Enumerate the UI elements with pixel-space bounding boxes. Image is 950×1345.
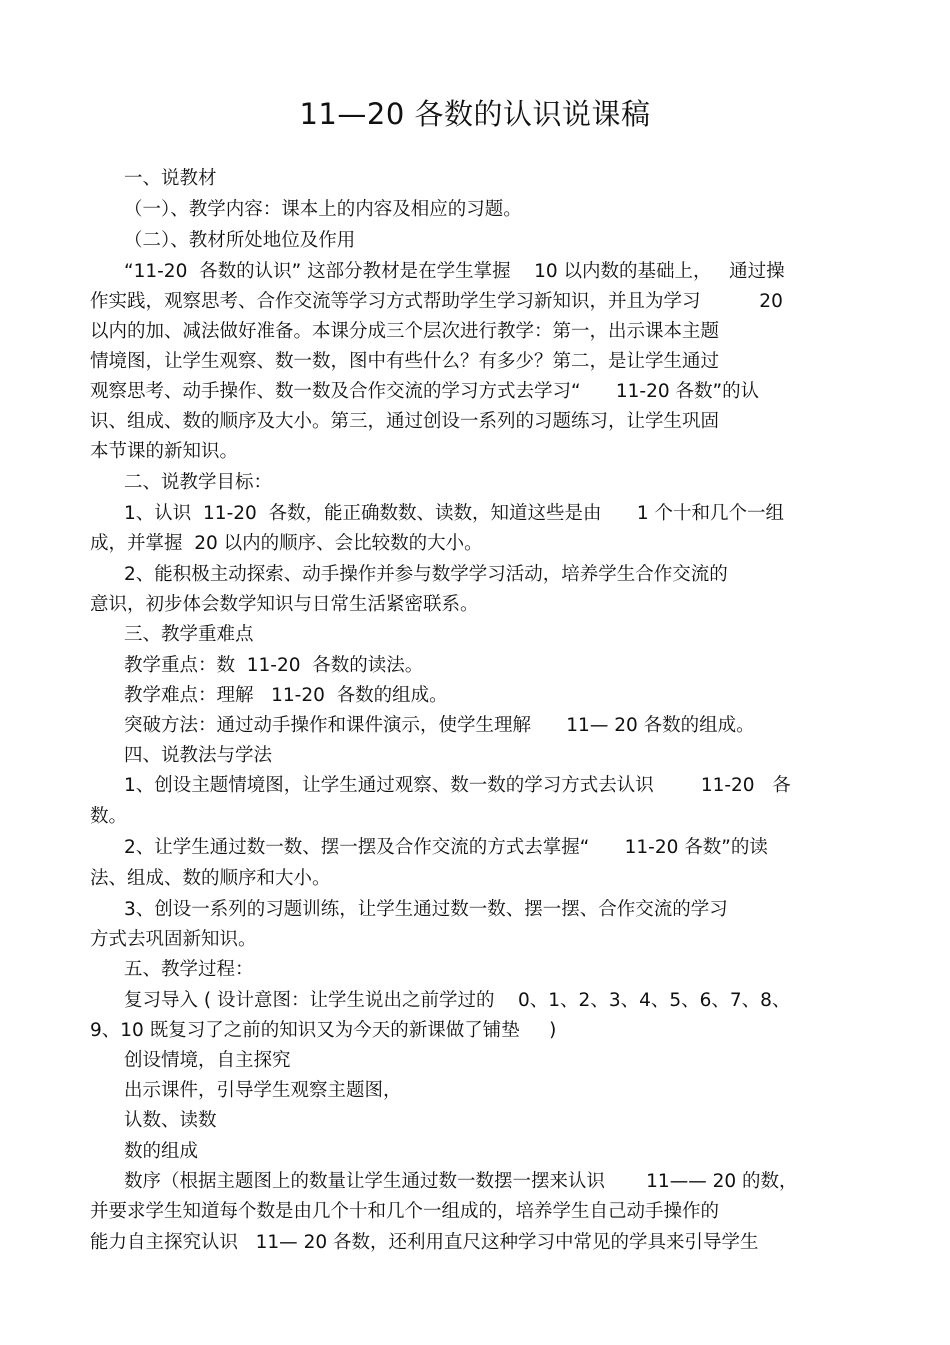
paragraph-line: 创设情境，自主探究 [124, 1050, 291, 1071]
paragraph-line: 3、创设一系列的习题训练，让学生通过数一数、摆一摆、合作交流的学习 [124, 899, 728, 920]
paragraph-line: 数序（根据主题图上的数量让学生通过数一数摆一摆来认识 11—— 20 的数， [124, 1171, 798, 1192]
paragraph-line: 能力自主探究认识 11— 20 各数，还利用直尺这种学习中常见的学具来引导学生 [90, 1232, 759, 1253]
paragraph-line: 教学重点：数 11-20 各数的读法。 [124, 655, 424, 676]
paragraph-line: 情境图，让学生观察、数一数，图中有些什么？有多少？第二，是让学生通过 [90, 351, 720, 372]
paragraph-line: 作实践，观察思考、合作交流等学习方式帮助学生学习新知识，并且为学习 20 [90, 291, 783, 312]
paragraph-line: 1、创设主题情境图，让学生通过观察、数一数的学习方式去认识 11-20 各 [124, 775, 791, 796]
section-heading-2: 二、说教学目标： [124, 472, 273, 493]
paragraph-line: （一）、教学内容：课本上的内容及相应的习题。 [124, 199, 522, 220]
paragraph-line: 方式去巩固新知识。 [90, 929, 257, 950]
paragraph-line: 2、能积极主动探索、动手操作并参与数学学习活动，培养学生合作交流的 [124, 564, 728, 585]
paragraph-line: 意识，初步体会数学知识与日常生活紧密联系。 [90, 594, 479, 615]
paragraph-line: 数。 [90, 806, 128, 827]
paragraph-line: （二）、教材所处地位及作用 [124, 230, 356, 251]
paragraph-line: 数的组成 [124, 1141, 199, 1162]
paragraph-line: 以内的加、减法做好准备。本课分成三个层次进行教学：第一，出示课本主题 [90, 321, 720, 342]
paragraph-line: 成，并掌握 20 以内的顺序、会比较数的大小。 [90, 533, 483, 554]
paragraph-line: “11-20 各数的认识” 这部分教材是在学生掌握 10 以内数的基础上， 通过操 [124, 261, 785, 282]
paragraph-line: 本节课的新知识。 [90, 441, 239, 462]
section-heading-3: 三、教学重难点 [124, 624, 254, 645]
paragraph-line: 突破方法：通过动手操作和课件演示，使学生理解 11— 20 各数的组成。 [124, 715, 755, 736]
paragraph-line: 识、组成、数的顺序及大小。第三，通过创设一系列的习题练习，让学生巩固 [90, 411, 720, 432]
paragraph-line: 1、认识 11-20 各数，能正确数数、读数，知道这些是由 1 个十和几个一组 [124, 503, 784, 524]
section-heading-4: 四、说教法与学法 [124, 745, 273, 766]
paragraph-line: 教学难点：理解 11-20 各数的组成。 [124, 685, 448, 706]
paragraph-line: 观察思考、动手操作、数一数及合作交流的学习方式去学习“ 11-20 各数”的认 [90, 381, 760, 402]
paragraph-line: 出示课件，引导学生观察主题图， [124, 1080, 402, 1101]
paragraph-line: 法、组成、数的顺序和大小。 [90, 868, 331, 889]
paragraph-line: 复习导入 ( 设计意图：让学生说出之前学过的 0、1、2、3、4、5、6、7、8、 [124, 990, 791, 1011]
paragraph-line: 认数、读数 [124, 1110, 217, 1131]
section-heading-1: 一、说教材 [124, 168, 217, 189]
paragraph-line: 2、让学生通过数一数、摆一摆及合作交流的方式去掌握“ 11-20 各数”的读 [124, 837, 768, 858]
paragraph-line: 9、10 既复习了之前的知识又为今天的新课做了铺垫 ) [90, 1020, 557, 1041]
paragraph-line: 并要求学生知道每个数是由几个十和几个一组成的，培养学生自己动手操作的 [90, 1201, 720, 1222]
document-title: 11—20 各数的认识说课稿 [299, 97, 651, 131]
section-heading-5: 五、教学过程： [124, 959, 254, 980]
